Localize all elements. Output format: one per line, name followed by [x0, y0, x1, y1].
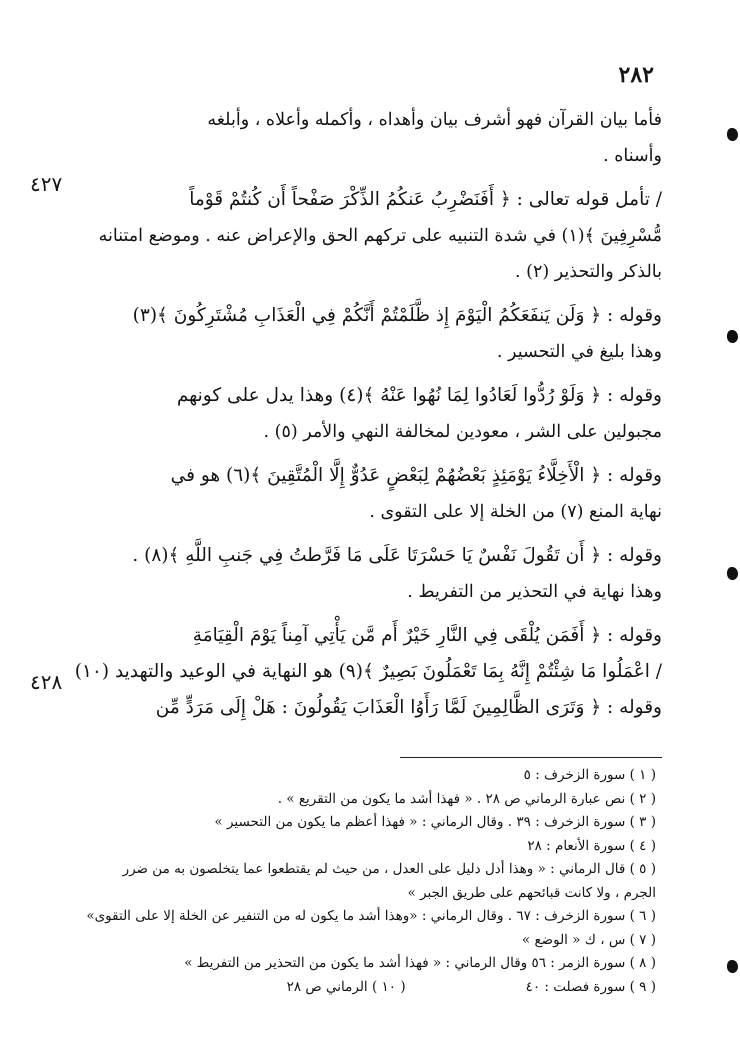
paragraph: [80, 458, 662, 530]
paragraph: [80, 538, 662, 610]
paragraph: [80, 102, 662, 174]
text-line: مجبولين على الشر ، معودين لمخالفة النهي والأمر (٥) .: [263, 422, 662, 442]
text-line: وقوله : ﴿ وَلَوْ رُدُّوا لَعَادُوا لِمَا نُهُوا عَنْهُ ﴾(٤) وهذا يدل على كونهم: [176, 385, 662, 406]
footnote: ( ١ ) سورة الزخرف : ٥: [523, 767, 656, 783]
footnote: ( ٨ ) سورة الزمر : ٥٦ وقال الرماني : « فهذا أشد ما يكون من التحذير من التفريط »: [184, 955, 656, 971]
text-line: / تأمل قوله تعالى : ﴿ أَفَنَضْرِبُ عَنكُمُ الذِّكْرَ صَفْحاً أَن كُنتُمْ قَوْماً: [189, 189, 662, 210]
text-line: فأما بيان القرآن فهو أشرف بيان وأهداه ، وأكمله وأعلاه ، وأبلغه: [207, 110, 662, 130]
text-line: وقوله : ﴿ أَفَمَن يُلْقَى فِي النَّارِ خَيْرٌ أَم مَّن يَأْتِي آمِناً يَوْمَ الْقِيَامَةِ: [192, 625, 662, 646]
text-line: وهذا نهاية في التحذير من التفريط .: [407, 582, 662, 602]
main-text: [74, 102, 662, 734]
text-line: وقوله : ﴿ وَتَرَى الظَّالِمِينَ لَمَّا رَأَوُا الْعَذَابَ يَقُولُونَ : هَلْ إِلَى مَرَدٍّ مِّن: [155, 697, 662, 718]
footnote: ( ٩ ) سورة فصلت : ٤٠: [525, 978, 656, 995]
footnote-row: [48, 976, 656, 1000]
paragraph: [74, 618, 662, 726]
scan-mark: [727, 567, 738, 580]
text-line: بالذكر والتحذير (٢) .: [515, 262, 662, 282]
footnote: ( ٣ ) سورة الزخرف : ٣٩ . وقال الرماني : « فهذا أعظم ما يكون من التحسير »: [214, 814, 656, 830]
margin-number-427: ٤٢٧: [30, 172, 63, 196]
footnote: ( ١٠ ) الرماني ص ٢٨: [286, 978, 406, 995]
scan-mark: [727, 128, 738, 141]
text-line: وقوله : ﴿ الْأَخِلَّاءُ يَوْمَئِذٍ بَعْضُهُمْ لِبَعْضٍ عَدُوٌّ إِلَّا الْمُتَّقِينَ ﴾(٦) هو في: [170, 465, 662, 486]
footnotes: [48, 764, 656, 999]
text-line: نهاية المنع (٧) من الخلة إلا على التقوى .: [369, 502, 662, 522]
page-number: ٢٨٢: [618, 62, 654, 88]
scan-mark: [727, 960, 738, 973]
footnote: ( ٧ ) س ، ك « الوضع »: [521, 931, 656, 948]
text-line: وهذا بليغ في التحسير .: [496, 342, 662, 362]
footnote-divider: [400, 757, 662, 758]
scan-mark: [727, 330, 738, 343]
text-line: وأسناه .: [603, 146, 662, 166]
text-line: / اعْمَلُوا مَا شِئْتُمْ إِنَّهُ بِمَا تَعْمَلُونَ بَصِيرٌ ﴾(٩) هو النهاية في الوعيد والتهديد (١٠): [74, 661, 662, 682]
footnote: ( ٥ ) قال الرماني : « وهذا أدل دليل على العدل ، من حيث لم يقتطعوا عما يتخلصون به من ضرر: [122, 861, 656, 877]
paragraph: [80, 378, 662, 450]
footnote: ( ٢ ) نص عبارة الرماني ص ٢٨ . « فهذا أشد ما يكون من التقريع » .: [277, 790, 656, 807]
paragraph: [80, 182, 662, 290]
footnote: ( ٦ ) سورة الزخرف : ٦٧ . وقال الرماني : «وهذا أشد ما يكون له من التنفير عن الخلة إلا على التقوى»: [86, 908, 656, 924]
footnote-continuation: الجرم ، ولا كانت قبائحهم على طريق الجبر »: [407, 884, 656, 901]
margin-number-428: ٤٢٨: [30, 670, 63, 694]
text-line: مُّسْرِفِينَ ﴾(١) في شدة التنبيه على تركهم الحق والإعراض عنه . وموضع امتنانه: [98, 226, 662, 246]
footnote: ( ٤ ) سورة الأنعام : ٢٨: [527, 837, 656, 854]
paragraph: [80, 298, 662, 370]
text-line: وقوله : ﴿ أَن تَقُولَ نَفْسٌ يَا حَسْرَتَا عَلَى مَا فَرَّطتُ فِي جَنبِ اللَّهِ ﴾(٨) .: [132, 545, 662, 566]
text-line: وقوله : ﴿ وَلَن يَنفَعَكُمُ الْيَوْمَ إِذ ظَّلَمْتُمْ أَنَّكُمْ فِي الْعَذَابِ مُشْتَرِكُونَ ﴾(٣): [132, 305, 662, 326]
